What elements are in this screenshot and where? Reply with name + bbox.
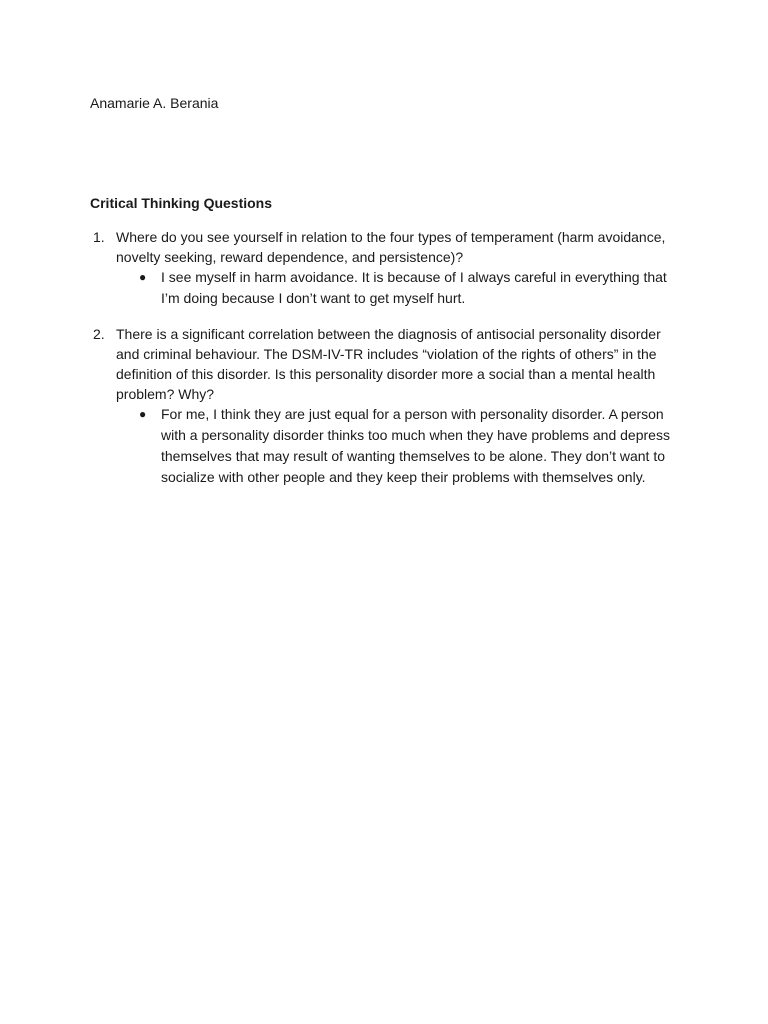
question-text: There is a significant correlation between the diagnosis of antisocial personality disorder and criminal behaviour. The DSM-IV-TR includes “violation of the rights of others” in the definition of this disorder. Is this personality disorder more a social than a mental health problem? Why? <box>116 326 661 402</box>
question-text-row <box>90 227 680 267</box>
answer-item <box>90 267 680 309</box>
answer-text: For me, I think they are just equal for a person with personality disorder. A person with a personality disorder thinks too much when they have problems and depress themselves that may result of wanting themselves to be alone. They don’t want to socialize with other people and they keep their problems with themselves only. <box>161 406 670 485</box>
question-number: 2. <box>93 326 105 342</box>
question-text-row <box>90 324 680 404</box>
question-item <box>90 324 680 488</box>
author-name: Anamarie A. Berania <box>90 95 219 111</box>
question-number: 1. <box>93 229 105 245</box>
question-item <box>90 227 680 309</box>
answer-text: I see myself in harm avoidance. It is because of I always careful in everything that I’m doing because I don’t want to get myself hurt. <box>161 269 667 306</box>
bullet-icon: ● <box>139 407 147 421</box>
bullet-icon: ● <box>139 270 147 284</box>
answer-item <box>90 404 680 488</box>
section-heading: Critical Thinking Questions <box>90 195 273 211</box>
question-text: Where do you see yourself in relation to the four types of temperament (harm avoidance, novelty seeking, reward dependence, and persistence)? <box>116 229 666 265</box>
